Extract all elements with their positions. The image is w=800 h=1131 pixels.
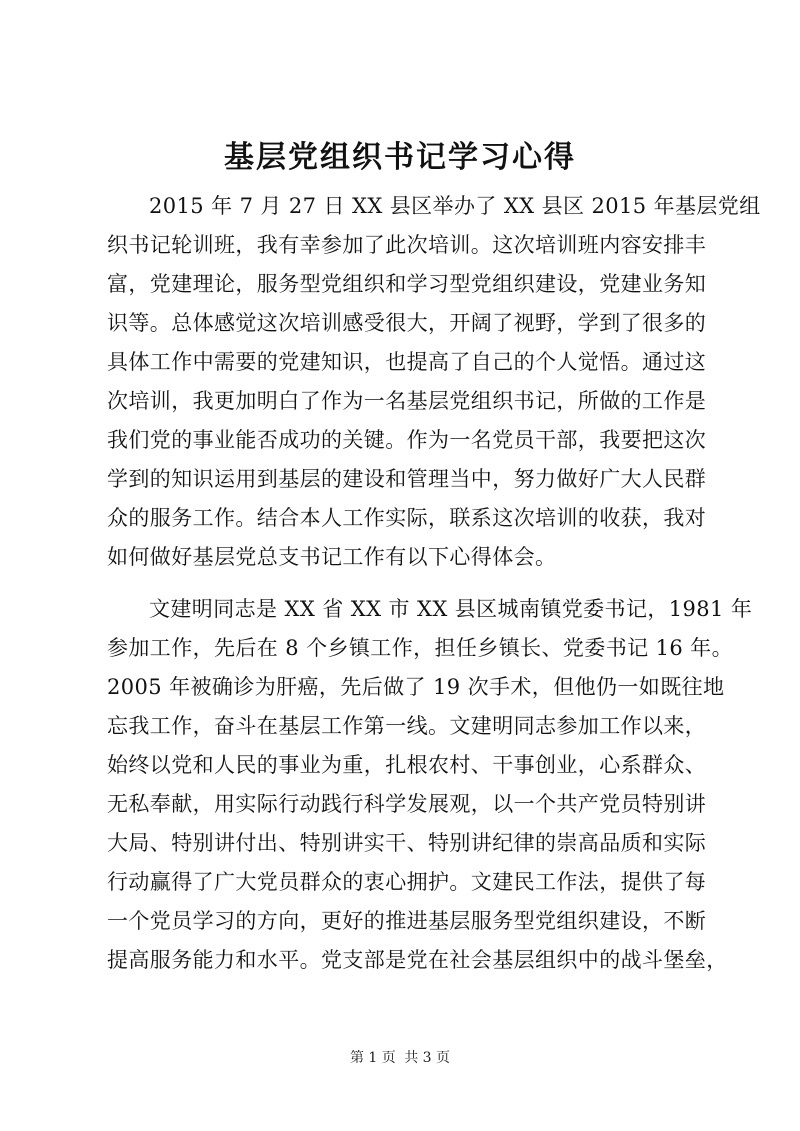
paragraph-line: 识等。总体感觉这次培训感受很大，开阔了视野，学到了很多的 [107,311,707,335]
paragraph-line: 文建明同志是 XX 省 XX 市 XX 县区城南镇党委书记，1981 年 [149,597,753,621]
paragraph-2 [107,590,753,980]
paragraph-line: 2005 年被确诊为肝癌，先后做了 19 次手术，但他仍一如既往地 [107,675,725,699]
paragraph-line: 学到的知识运用到基层的建设和管理当中，努力做好广大人民群 [107,467,707,491]
paragraph-line: 众的服务工作。结合本人工作实际，联系这次培训的收获，我对 [107,506,707,530]
paragraph-line: 始终以党和人民的事业为重，扎根农村、干事创业，心系群众、 [107,753,707,777]
page-footer [0,1048,800,1068]
paragraph-line: 行动赢得了广大党员群众的衷心拥护。文建民工作法，提供了每 [107,870,707,894]
paragraph-line: 2015 年 7 月 27 日 XX 县区举办了 XX 县区 2015 年基层党组 [149,194,761,218]
paragraph-line: 一个党员学习的方向，更好的推进基层服务型党组织建设，不断 [107,909,707,933]
paragraph-line: 无私奉献，用实际行动践行科学发展观，以一个共产党员特别讲 [107,792,707,816]
paragraph-line: 我们党的事业能否成功的关键。作为一名党员干部，我要把这次 [107,428,707,452]
paragraph-line: 具体工作中需要的党建知识，也提高了自己的个人觉悟。通过这 [107,350,707,374]
paragraph-line: 参加工作，先后在 8 个乡镇工作，担任乡镇长、党委书记 16 年。 [107,636,733,660]
paragraph-line: 提高服务能力和水平。党支部是党在社会基层组织中的战斗堡垒， [107,948,728,972]
paragraph-line: 织书记轮训班，我有幸参加了此次培训。这次培训班内容安排丰 [107,233,707,257]
paragraph-1 [107,187,761,577]
page-number: 第 1 页 [349,1050,396,1066]
paragraph-line: 大局、特别讲付出、特别讲实干、特别讲纪律的崇高品质和实际 [107,831,707,855]
document-title: 基层党组织书记学习心得 [224,140,576,175]
paragraph-line: 富，党建理论，服务型党组织和学习型党组织建设，党建业务知 [107,272,707,296]
paragraph-line: 忘我工作，奋斗在基层工作第一线。文建明同志参加工作以来， [107,714,707,738]
page-total: 共 3 页 [404,1050,451,1066]
paragraph-line: 次培训，我更加明白了作为一名基层党组织书记，所做的工作是 [107,389,707,413]
paragraph-line: 如何做好基层党总支书记工作有以下心得体会。 [107,545,557,569]
